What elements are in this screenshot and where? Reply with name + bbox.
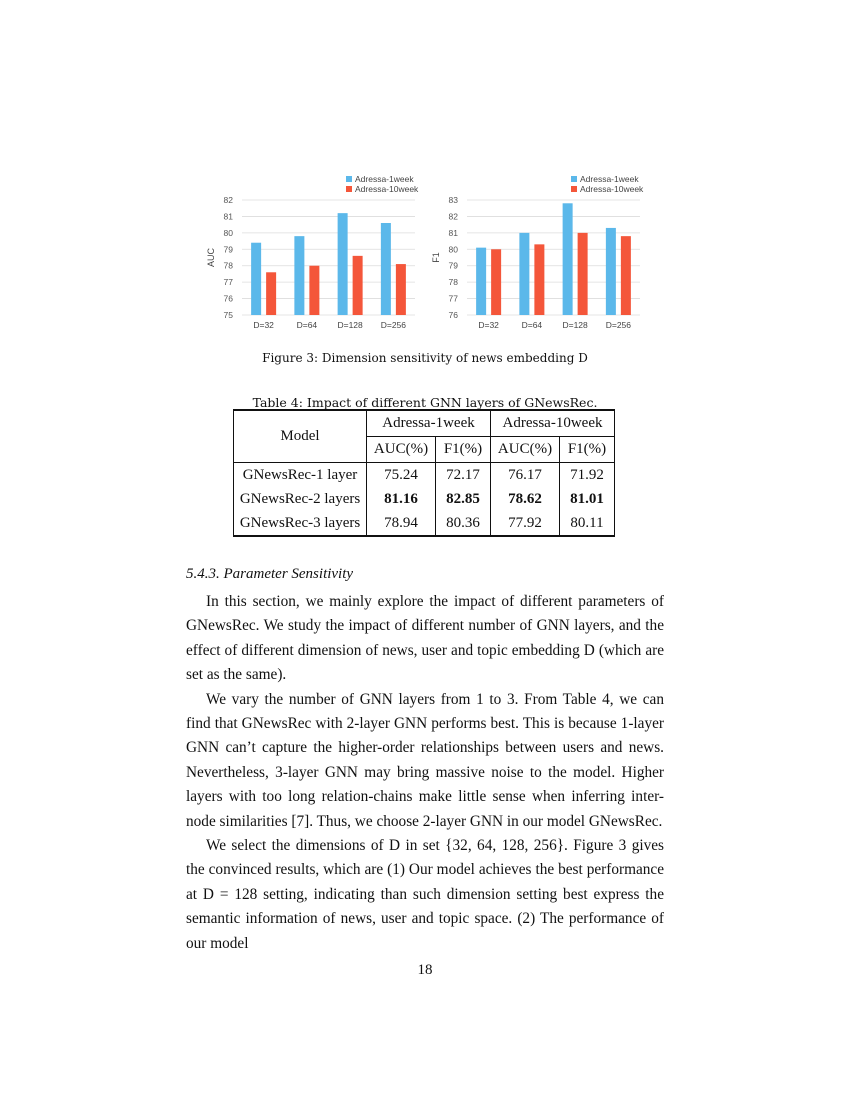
y-tick-label: 82 (448, 211, 458, 222)
table-cell: 78.94 (367, 511, 436, 536)
body-text (186, 590, 664, 956)
y-tick-label: 77 (448, 293, 458, 304)
table-row (234, 463, 615, 488)
gnn-layers-table (233, 409, 615, 537)
table-caption: Table 4: Impact of different GNN layers of GNewsRec. (252, 395, 598, 410)
model-name: GNewsRec-1 layer (234, 463, 367, 488)
bar-10week (491, 249, 501, 315)
y-tick-label: 79 (223, 244, 233, 255)
model-name: GNewsRec-3 layers (234, 511, 367, 536)
bar-1week (381, 223, 391, 315)
y-tick-label: 81 (448, 227, 458, 238)
model-header: Model (234, 410, 367, 463)
y-tick-label: 80 (223, 227, 233, 238)
subheader-f1-10week: F1(%) (560, 437, 615, 463)
table-cell: 76.17 (491, 463, 560, 488)
figure-caption: Figure 3: Dimension sensitivity of news embedding D (262, 351, 588, 365)
table-cell: 72.17 (436, 463, 491, 488)
legend-swatch (571, 186, 577, 192)
x-tick-label: D=128 (562, 320, 588, 330)
bar-10week (534, 244, 544, 315)
x-tick-label: D=32 (478, 320, 499, 330)
bar-1week (338, 213, 348, 315)
f1-bar-chart (425, 172, 645, 337)
legend-label: Adressa-1week (355, 174, 414, 184)
x-tick-label: D=128 (337, 320, 363, 330)
y-tick-label: 81 (223, 211, 233, 222)
bar-1week (251, 243, 261, 315)
group-header-1week: Adressa-1week (367, 410, 491, 437)
y-tick-label: 78 (223, 260, 233, 271)
y-tick-label: 75 (223, 310, 233, 320)
y-tick-label: 77 (223, 277, 233, 288)
bar-10week (309, 266, 319, 315)
y-tick-label: 83 (448, 195, 458, 205)
x-tick-label: D=64 (521, 320, 543, 330)
x-tick-label: D=256 (605, 320, 632, 330)
y-axis-label: F1 (431, 252, 441, 263)
table-row (234, 487, 615, 511)
bar-10week (266, 272, 276, 315)
model-name: GNewsRec-2 layers (234, 487, 367, 511)
x-tick-label: D=64 (296, 320, 318, 330)
legend-label: Adressa-10week (355, 184, 419, 194)
paragraph: In this section, we mainly explore the impact of different parameters of GNewsRec. We study the impact of different number of GNN layers, and the effect of different dimension of news, user and topic embedding D (which are set as the same). (186, 593, 664, 684)
bar-1week (294, 236, 304, 315)
y-tick-label: 82 (223, 195, 233, 205)
legend-label: Adressa-10week (580, 184, 644, 194)
table-cell: 71.92 (560, 463, 615, 488)
table-cell: 81.01 (560, 487, 615, 511)
table-cell: 82.85 (436, 487, 491, 511)
bar-10week (578, 233, 588, 315)
table-cell: 80.36 (436, 511, 491, 536)
bar-1week (476, 248, 486, 315)
table-row (234, 511, 615, 536)
section-heading: 5.4.3. Parameter Sensitivity (186, 566, 354, 582)
legend-label: Adressa-1week (580, 174, 639, 184)
paragraph: We select the dimensions of D in set {32, 64, 128, 256}. Figure 3 gives the convinced results, which are (1) Our model achieves the best performance at D = 128 setting, indicating than such dimension setting best express the semantic information of news, user and topic space. (2) The performance of our model (186, 837, 664, 952)
bar-10week (396, 264, 406, 315)
page-number: 18 (417, 962, 433, 978)
y-tick-label: 78 (448, 277, 458, 288)
x-tick-label: D=32 (253, 320, 274, 330)
y-tick-label: 76 (448, 310, 458, 320)
table-cell: 81.16 (367, 487, 436, 511)
table-cell: 75.24 (367, 463, 436, 488)
bar-10week (353, 256, 363, 315)
auc-bar-chart (200, 172, 420, 337)
chart-svg (425, 172, 645, 337)
y-axis-label: AUC (206, 247, 216, 268)
x-tick-label: D=256 (380, 320, 407, 330)
subheader-auc-1week: AUC(%) (367, 437, 436, 463)
legend-swatch (346, 176, 352, 182)
chart-svg (200, 172, 420, 337)
group-header-10week: Adressa-10week (491, 410, 615, 437)
y-tick-label: 76 (223, 293, 233, 304)
subheader-f1-1week: F1(%) (436, 437, 491, 463)
legend-swatch (346, 186, 352, 192)
bar-1week (606, 228, 616, 315)
table-cell: 78.62 (491, 487, 560, 511)
subheader-auc-10week: AUC(%) (491, 437, 560, 463)
y-tick-label: 80 (448, 244, 458, 255)
legend-swatch (571, 176, 577, 182)
bar-1week (563, 203, 573, 315)
table-cell: 77.92 (491, 511, 560, 536)
bar-10week (621, 236, 631, 315)
y-tick-label: 79 (448, 260, 458, 271)
table-cell: 80.11 (560, 511, 615, 536)
bar-1week (519, 233, 529, 315)
paragraph: We vary the number of GNN layers from 1 to 3. From Table 4, we can find that GNewsRec with 2-layer GNN performs best. This is because 1-layer GNN can’t capture the higher-order relationships between users and news. Nevertheless, 3-layer GNN may bring massive noise to the model. Higher layers with too long relation-chains make little sense when inferring inter-node similarities [7]. Thus, we choose 2-layer GNN in our model GNewsRec. (186, 690, 664, 830)
